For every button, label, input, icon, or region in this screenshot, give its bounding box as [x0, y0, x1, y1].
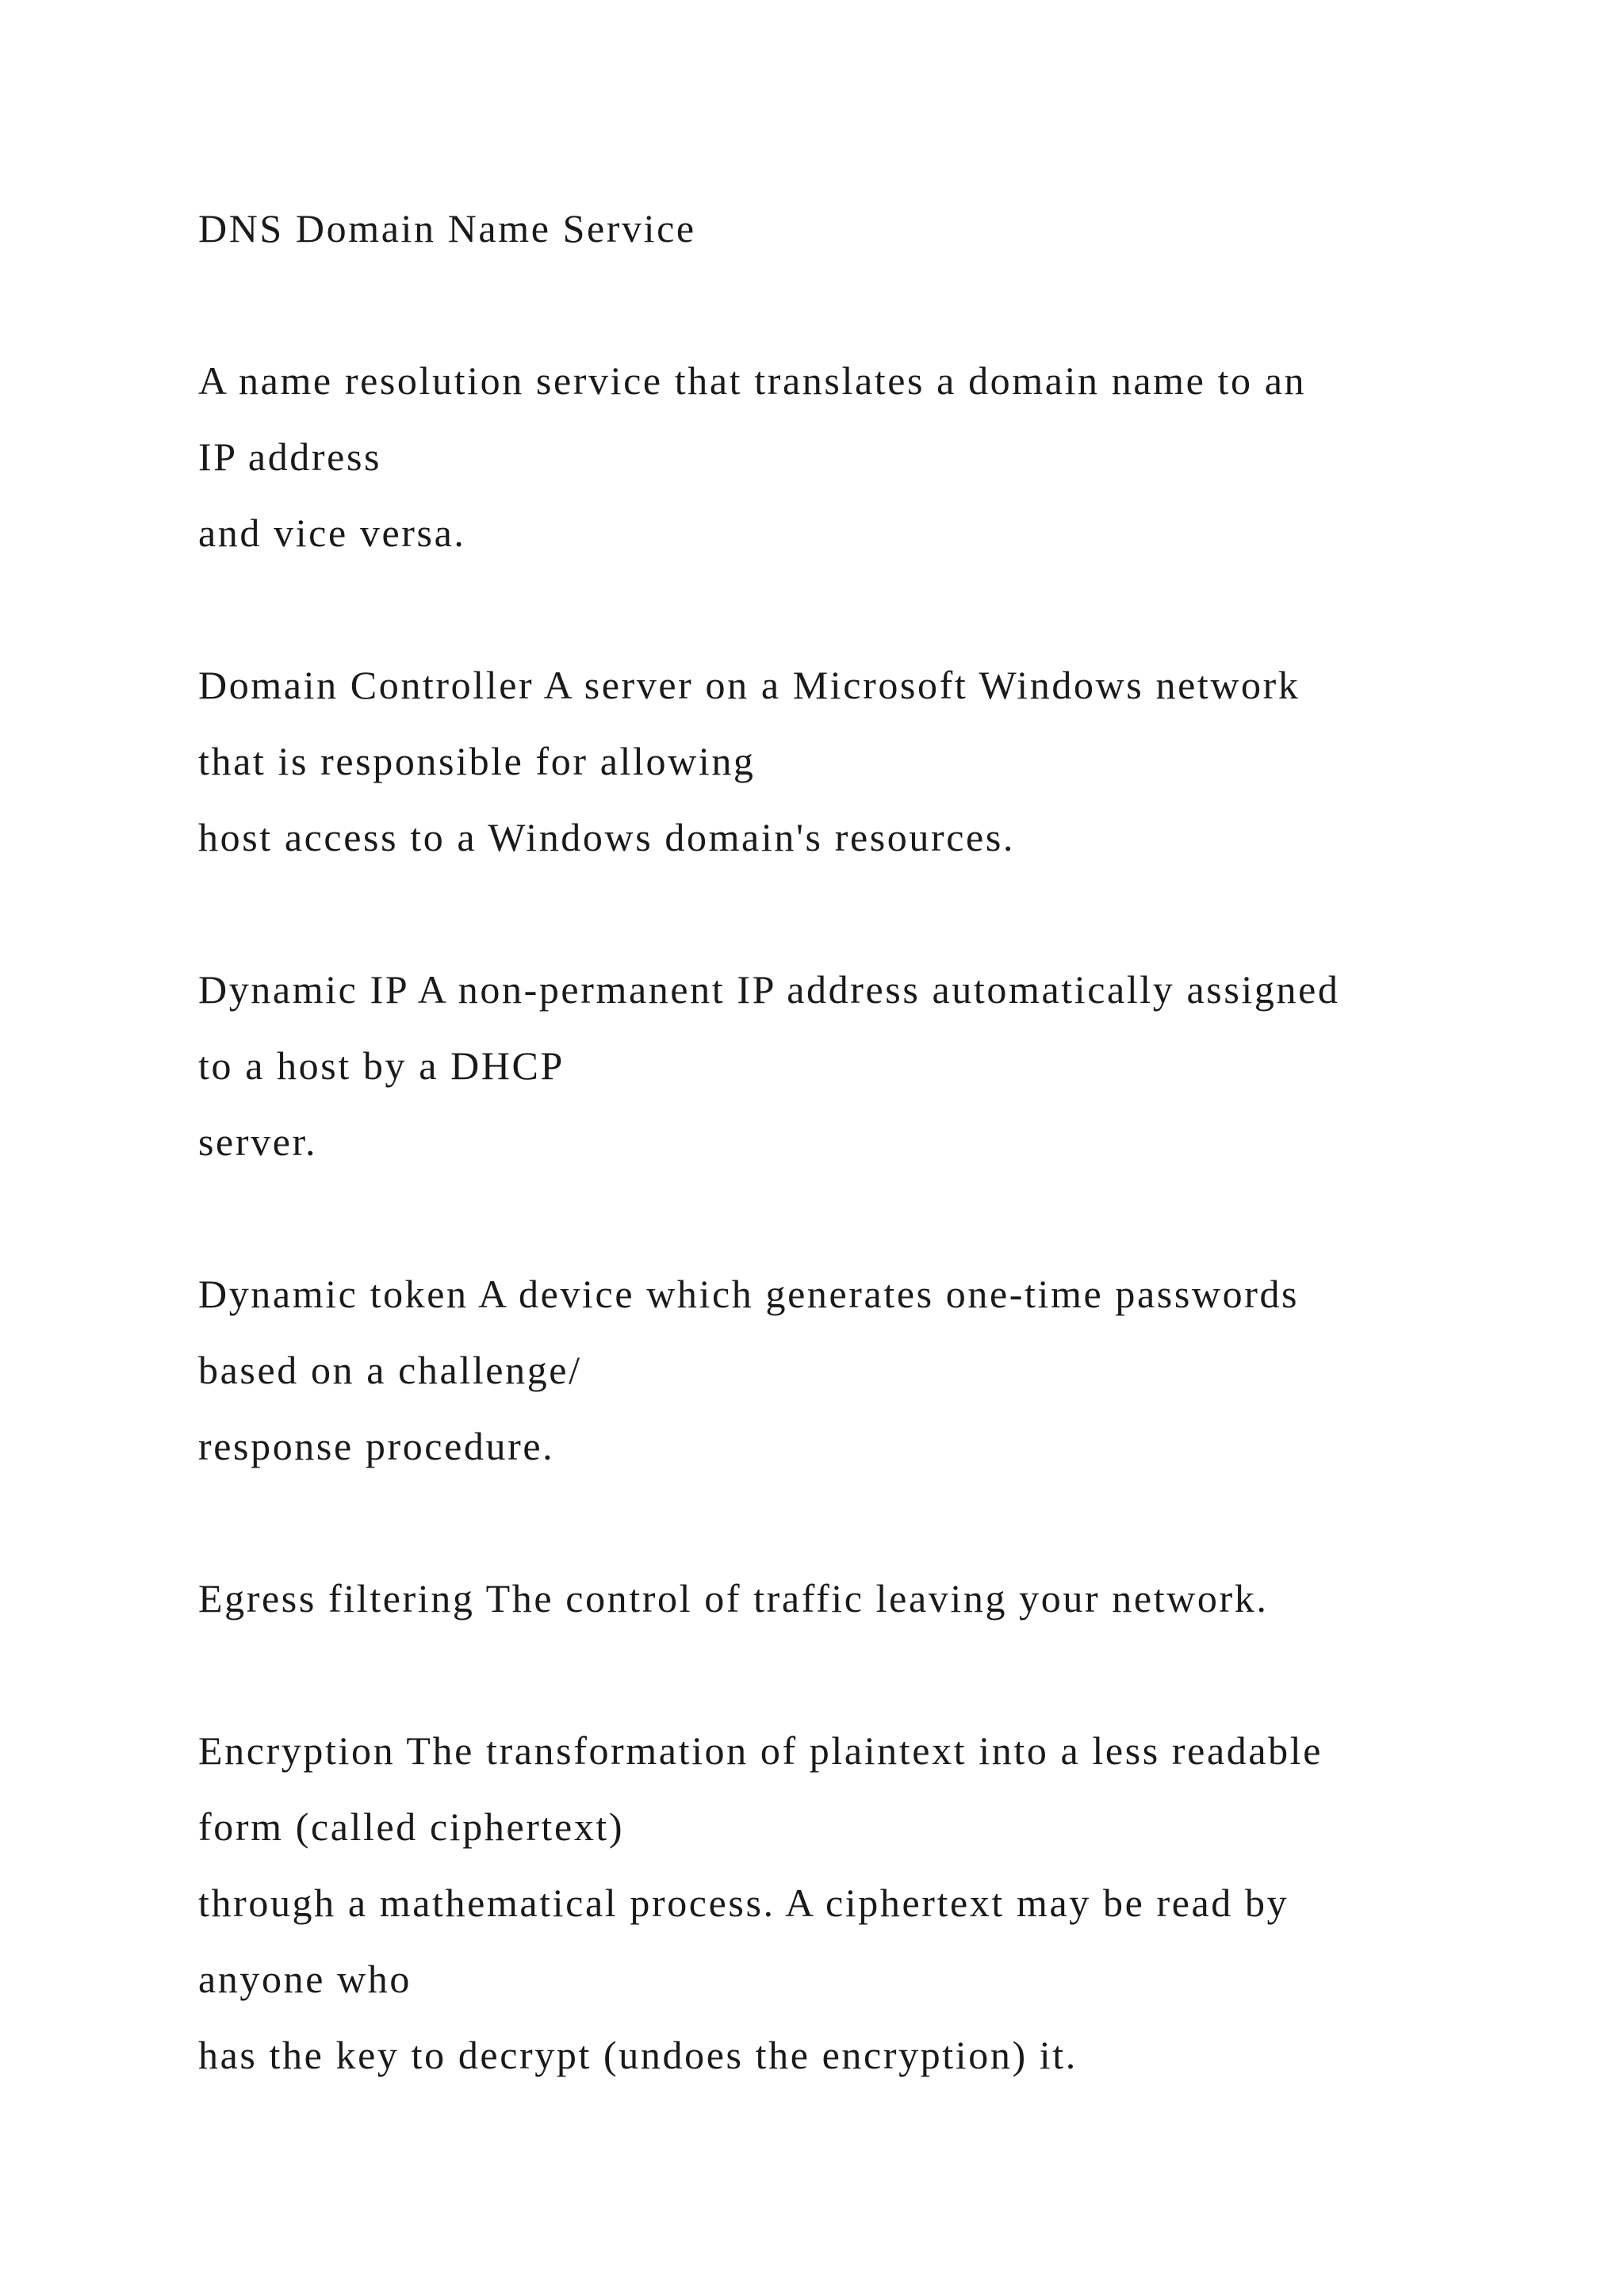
entry-text-line: Dynamic IP A non-permanent IP address automatically assigned [198, 967, 1340, 1012]
glossary-entry-egress-filtering [198, 1560, 1546, 1636]
glossary-entry-dns-definition [198, 342, 1546, 571]
entry-text-line: DNS Domain Name Service [198, 206, 696, 251]
entry-text-line: IP address [198, 434, 382, 479]
glossary-entry-dynamic-ip [198, 951, 1546, 1180]
entry-text-line: to a host by a DHCP [198, 1043, 565, 1088]
glossary-entry-dns [198, 190, 1546, 266]
entry-text-line: Encryption The transformation of plaintext into a less readable [198, 1728, 1323, 1773]
glossary-entry-dynamic-token [198, 1256, 1546, 1484]
glossary-entry-domain-controller [198, 647, 1546, 875]
entry-text-line: has the key to decrypt (undoes the encryption) it. [198, 2033, 1078, 2077]
entry-text-line: Dynamic token A device which generates one-time passwords [198, 1272, 1300, 1316]
entry-text-line: and vice versa. [198, 511, 466, 555]
entry-text-line: through a mathematical process. A ciphertext may be read by [198, 1881, 1289, 1925]
entry-text-line: host access to a Windows domain's resources. [198, 815, 1016, 859]
entry-text-line: anyone who [198, 1957, 412, 2001]
entry-text-line: based on a challenge/ [198, 1348, 582, 1392]
entry-text-line: Domain Controller A server on a Microsoft Windows network [198, 663, 1300, 707]
entry-text-line: server. [198, 1119, 318, 1164]
entry-text-line: Egress filtering The control of traffic leaving your network. [198, 1576, 1269, 1621]
glossary-entry-encryption [198, 1712, 1546, 2093]
document-body [198, 190, 1546, 2169]
entry-text-line: A name resolution service that translates a domain name to an [198, 358, 1307, 403]
entry-text-line: form (called ciphertext) [198, 1804, 625, 1849]
entry-text-line: that is responsible for allowing [198, 739, 756, 783]
entry-text-line: response procedure. [198, 1424, 555, 1468]
